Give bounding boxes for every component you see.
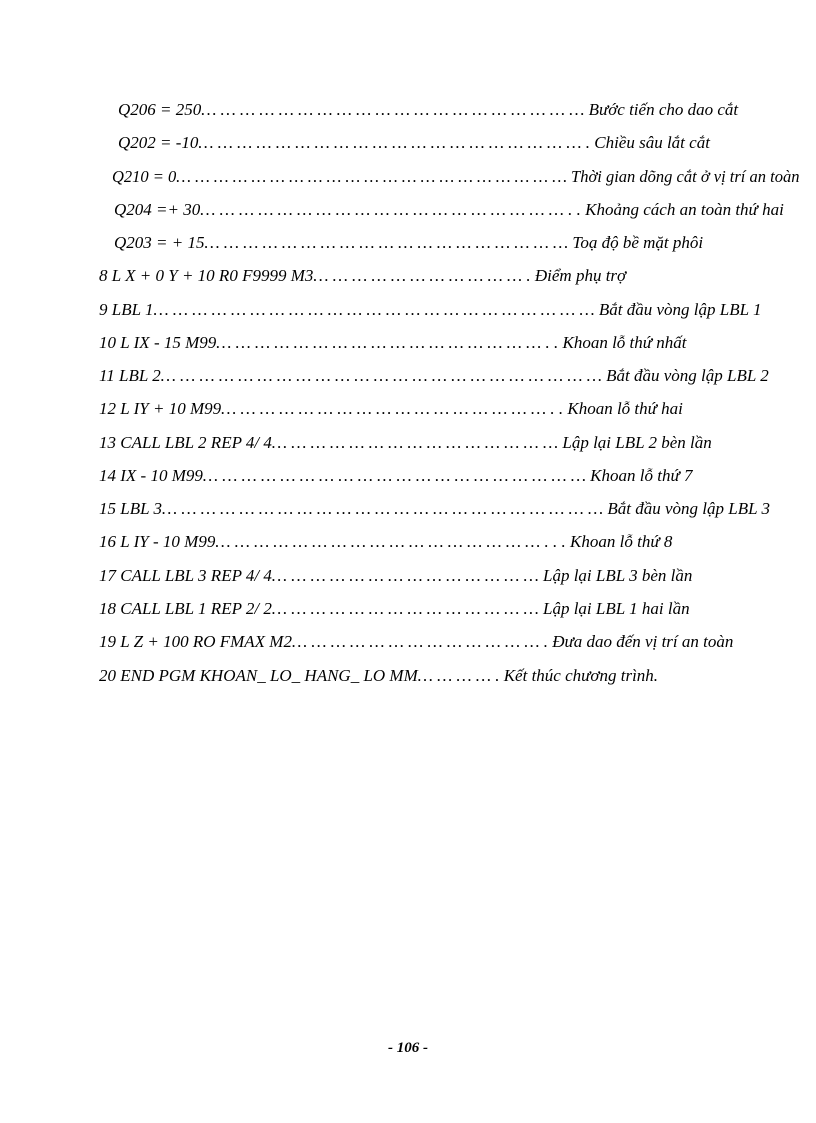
program-line-9: 9 LBL 1… … … … … … … … … … … … … … … … … … … … … … … Bắt đầu vòng lập LBL 1 bbox=[99, 300, 762, 319]
program-line-15: 15 LBL 3… … … … … … … … … … … … … … … … … … … … … … … Bắt đầu vòng lập LBL 3 bbox=[99, 499, 771, 518]
program-line-13: 13 CALL LBL 2 REP 4/ 4… … … … … … … … … … … … … … … Lập lại LBL 2 bèn lần bbox=[99, 433, 712, 452]
program-line-18: 18 CALL LBL 1 REP 2/ 2… … … … … … … … … … … … … … Lập lại LBL 1 hai lần bbox=[99, 599, 690, 618]
program-line-10: 10 L IX - 15 M99… … … … … … … … … … … … … … … … … . . Khoan lỗ thứ nhất bbox=[99, 333, 687, 352]
program-line-16: 16 L IY - 10 M99… … … … … … … … … … … … … … … … … . . . Khoan lỗ thứ 8 bbox=[99, 532, 673, 551]
program-line-12: 12 L IY + 10 M99… … … … … … … … … … … … … … … … … . . Khoan lỗ thứ hai bbox=[99, 399, 683, 418]
program-line-q202: Q202 = -10… … … … … … … … … … … … … … … … … … … … . Chiều sâu lắt cắt bbox=[118, 133, 710, 152]
program-line-17: 17 CALL LBL 3 REP 4/ 4… … … … … … … … … … … … … … Lập lại LBL 3 bèn lần bbox=[99, 566, 693, 585]
program-line-q204: Q204 =+ 30… … … … … … … … … … … … … … … … … … … . . Khoảng cách an toàn thứ hai bbox=[114, 200, 784, 219]
program-line-q203: Q203 = + 15… … … … … … … … … … … … … … … … … … … Toạ độ bề mặt phôi bbox=[114, 233, 704, 252]
program-line-20: 20 END PGM KHOAN_ LO_ HANG_ LO MM… … … … . Kết thúc chương trình. bbox=[99, 666, 659, 685]
program-line-q206: Q206 = 250… … … … … … … … … … … … … … … … … … … … Bước tiến cho dao cắt bbox=[118, 100, 739, 119]
program-line-14: 14 IX - 10 M99… … … … … … … … … … … … … … … … … … … … Khoan lỗ thứ 7 bbox=[99, 466, 693, 485]
page-number: - 106 - bbox=[388, 1040, 428, 1056]
program-line-8: 8 L X + 0 Y + 10 R0 F9999 M3… … … … … … … … … … … . Điểm phụ trợ bbox=[99, 266, 627, 285]
program-line-11: 11 LBL 2… … … … … … … … … … … … … … … … … … … … … … … Bắt đầu vòng lập LBL 2 bbox=[99, 366, 769, 385]
program-line-19: 19 L Z + 100 RO FMAX M2… … … … … … … … … … … … … . Đưa dao đến vị trí an toàn bbox=[99, 632, 734, 651]
program-line-q210: Q210 = 0… … … … … … … … … … … … … … … … … … … … … Thời gian dõng cắt ở vị trí an toàn bbox=[112, 167, 800, 186]
